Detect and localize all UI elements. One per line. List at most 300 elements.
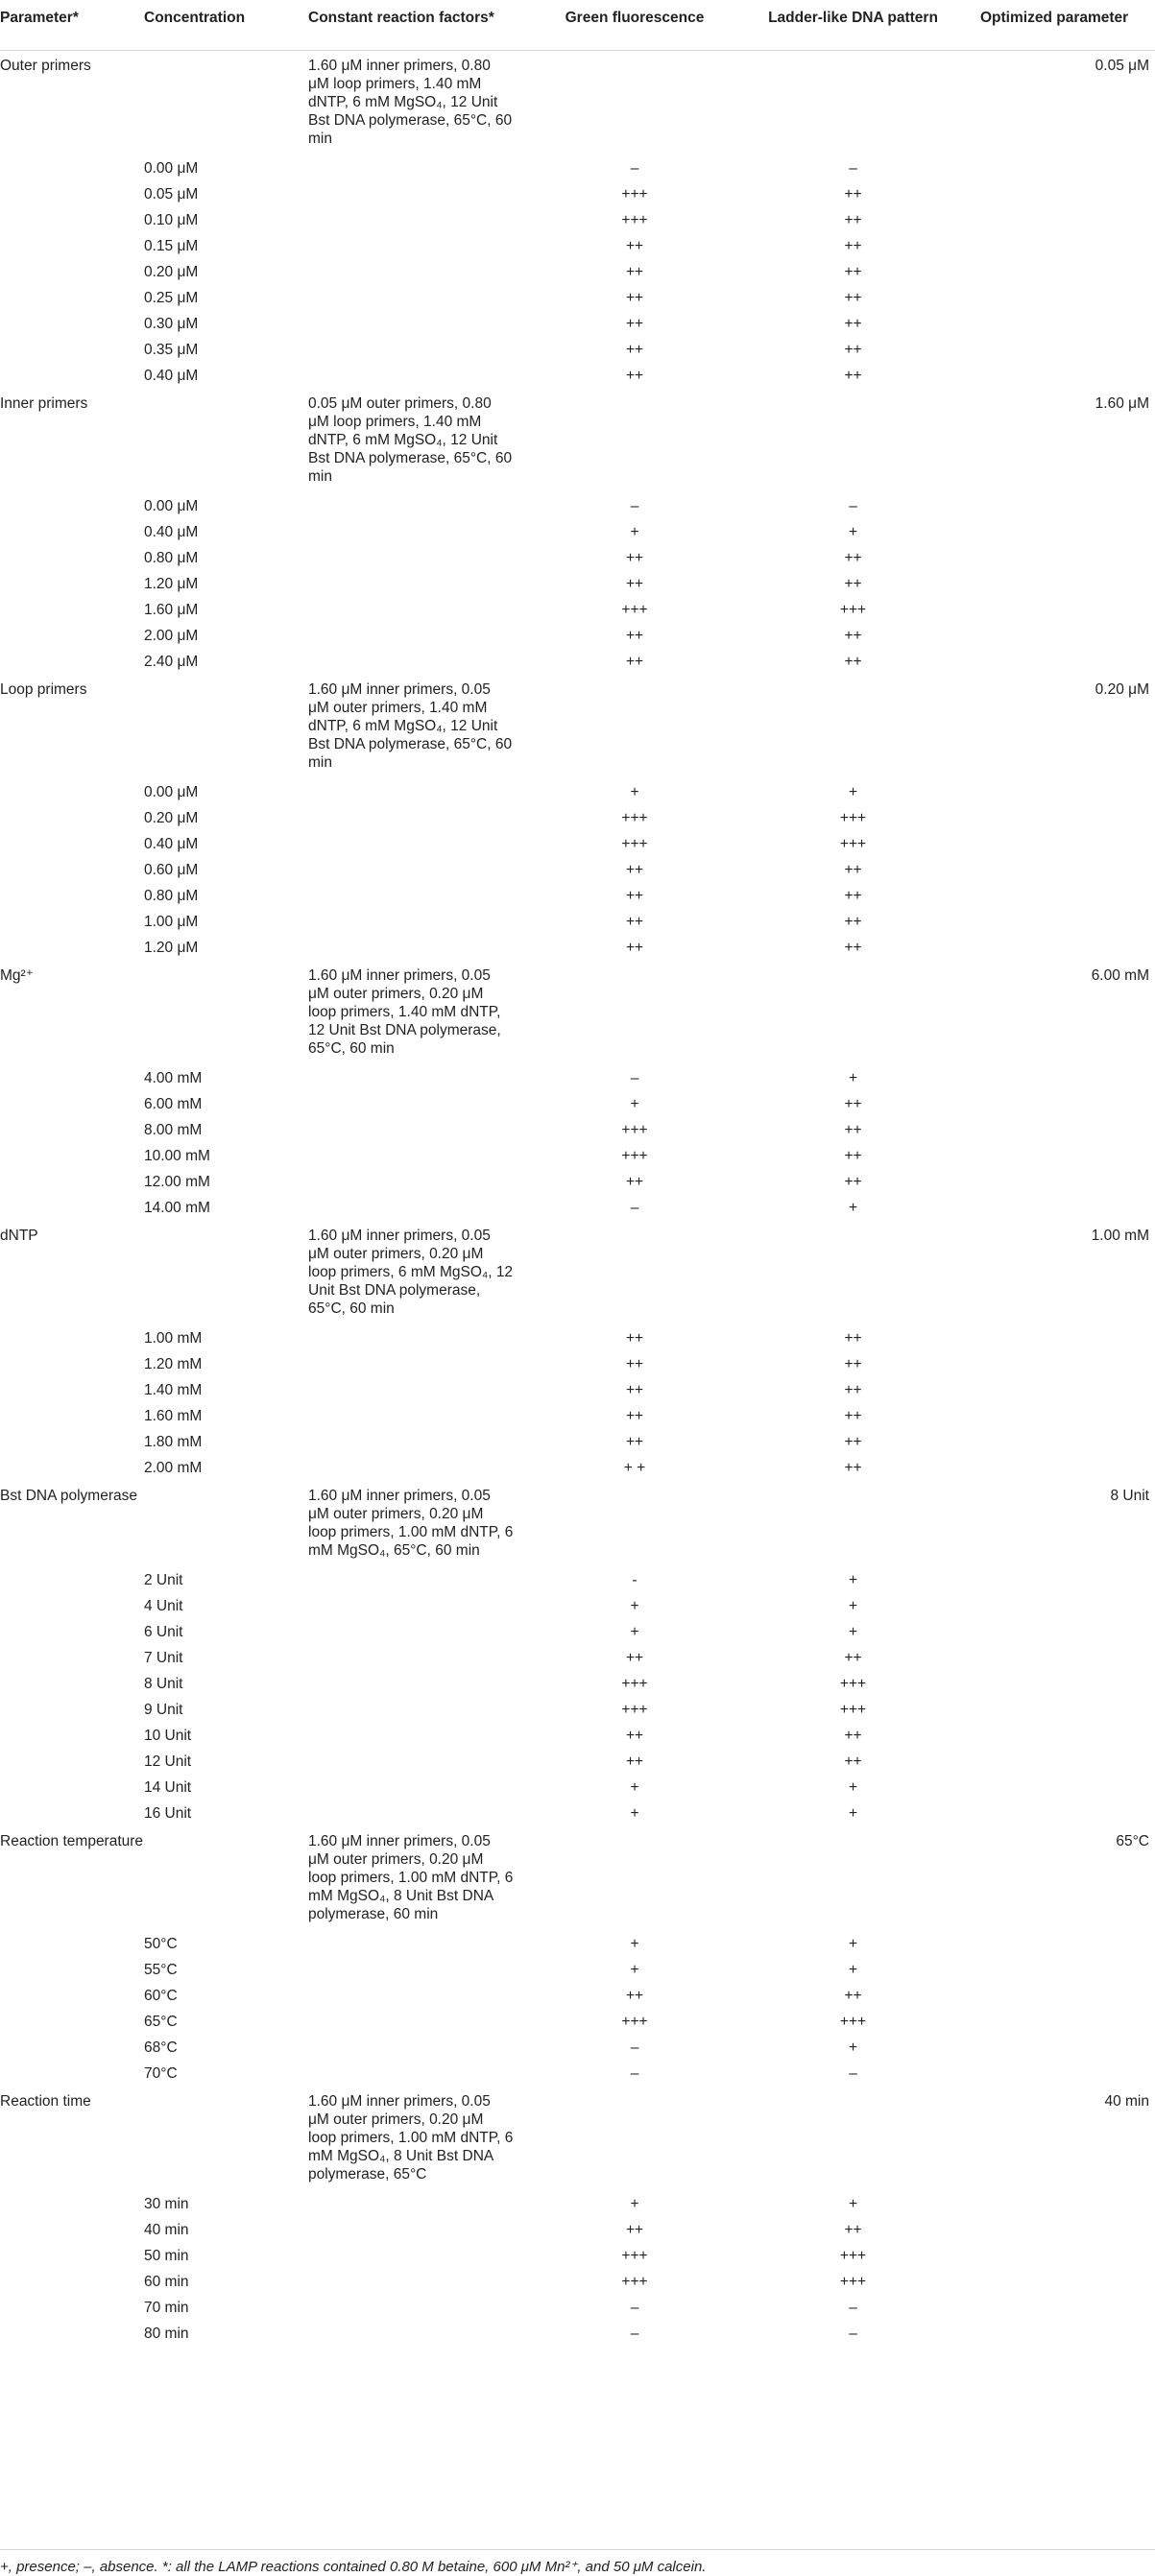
row-parameter-empty (0, 1117, 144, 1143)
row-optimized-empty (980, 935, 1155, 961)
row-ladder-pattern: – (849, 2299, 857, 2316)
group-row (0, 1826, 1155, 1931)
row-optimized-empty (980, 1957, 1155, 1983)
row-parameter-empty (0, 1931, 144, 1957)
row-optimized-empty (980, 1377, 1155, 1403)
table-row (0, 1065, 1155, 1091)
row-constant-empty (308, 1065, 543, 1091)
group-ladder-empty (726, 961, 980, 1065)
row-green-fluorescence: +++ (621, 1147, 648, 1164)
table-row (0, 1455, 1155, 1481)
row-green-fluorescence: +++ (621, 1701, 648, 1718)
row-ladder-pattern: + (848, 1199, 858, 1216)
row-constant-empty (308, 2269, 543, 2295)
group-row (0, 50, 1155, 155)
row-constant-empty (308, 233, 543, 259)
row-ladder-pattern: ++ (844, 1329, 862, 1347)
row-ladder-pattern: +++ (839, 2013, 867, 2030)
group-green-empty (543, 2087, 726, 2191)
row-constant-empty (308, 493, 543, 519)
row-optimized-empty (980, 2269, 1155, 2295)
group-constant-factors: 1.60 μM inner primers, 0.80 μM loop primers, 1.40 mM dNTP, 6 mM MgSO₄, 12 Unit Bst DNA polymerase, 65°C, 60 min (308, 57, 513, 147)
row-parameter-empty (0, 493, 144, 519)
group-concentration-empty (144, 1826, 308, 1931)
row-ladder-pattern: ++ (844, 1727, 862, 1744)
row-constant-empty (308, 519, 543, 545)
row-constant-empty (308, 2009, 543, 2035)
row-parameter-empty (0, 1593, 144, 1619)
row-ladder-pattern: ++ (844, 1987, 862, 2004)
row-optimized-empty (980, 1065, 1155, 1091)
group-parameter: dNTP (0, 1227, 38, 1244)
row-concentration: 0.25 μM (144, 289, 199, 306)
row-parameter-empty (0, 831, 144, 857)
row-parameter-empty (0, 1619, 144, 1645)
row-green-fluorescence: +++ (621, 2273, 648, 2290)
table-row (0, 233, 1155, 259)
group-optimized-value: 1.60 μM (1095, 394, 1149, 412)
group-ladder-empty (726, 2087, 980, 2191)
table-row (0, 1351, 1155, 1377)
row-concentration: 1.80 mM (144, 1433, 203, 1450)
row-optimized-empty (980, 2217, 1155, 2243)
row-constant-empty (308, 779, 543, 805)
row-constant-empty (308, 259, 543, 285)
row-ladder-pattern: ++ (844, 1407, 862, 1424)
row-optimized-empty (980, 1697, 1155, 1723)
row-concentration: 60°C (144, 1987, 178, 2004)
row-ladder-pattern: ++ (844, 2221, 862, 2238)
row-parameter-empty (0, 1377, 144, 1403)
row-parameter-empty (0, 571, 144, 597)
group-ladder-empty (726, 1221, 980, 1325)
row-constant-empty (308, 1619, 543, 1645)
row-concentration: 50°C (144, 1935, 178, 1952)
row-green-fluorescence: ++ (625, 1433, 644, 1450)
row-green-fluorescence: + (630, 1804, 639, 1822)
row-optimized-empty (980, 181, 1155, 207)
row-parameter-empty (0, 155, 144, 181)
row-optimized-empty (980, 1593, 1155, 1619)
row-green-fluorescence: ++ (625, 861, 644, 878)
row-ladder-pattern: – (849, 159, 857, 177)
row-ladder-pattern: ++ (844, 627, 862, 644)
row-concentration: 80 min (144, 2325, 189, 2342)
row-ladder-pattern: +++ (839, 1701, 867, 1718)
row-optimized-empty (980, 1749, 1155, 1775)
row-parameter-empty (0, 1775, 144, 1801)
row-optimized-empty (980, 2009, 1155, 2035)
row-green-fluorescence: ++ (625, 575, 644, 592)
row-green-fluorescence: ++ (625, 315, 644, 332)
row-concentration: 1.60 mM (144, 1407, 203, 1424)
table-row (0, 2295, 1155, 2321)
table-row (0, 623, 1155, 649)
row-green-fluorescence: +++ (621, 185, 648, 203)
row-concentration: 10.00 mM (144, 1147, 210, 1164)
row-concentration: 50 min (144, 2247, 189, 2264)
row-green-fluorescence: – (630, 497, 639, 514)
row-green-fluorescence: ++ (625, 367, 644, 384)
row-green-fluorescence: ++ (625, 1649, 644, 1666)
row-concentration: 12 Unit (144, 1753, 192, 1770)
row-parameter-empty (0, 1801, 144, 1826)
table-row (0, 1169, 1155, 1195)
row-concentration: 2.00 μM (144, 627, 199, 644)
row-green-fluorescence: + (630, 1623, 639, 1640)
group-green-empty (543, 389, 726, 493)
table-row (0, 2009, 1155, 2035)
row-concentration: 0.40 μM (144, 367, 199, 384)
row-green-fluorescence: ++ (625, 237, 644, 254)
table-row (0, 2321, 1155, 2347)
row-optimized-empty (980, 1325, 1155, 1351)
group-ladder-empty (726, 1826, 980, 1931)
table-row (0, 1377, 1155, 1403)
row-green-fluorescence: – (630, 159, 639, 177)
row-green-fluorescence: ++ (625, 939, 644, 956)
group-row (0, 1221, 1155, 1325)
table-row (0, 2269, 1155, 2295)
row-ladder-pattern: +++ (839, 601, 867, 618)
row-concentration: 8.00 mM (144, 1121, 203, 1138)
row-concentration: 1.20 μM (144, 575, 199, 592)
row-concentration: 0.15 μM (144, 237, 199, 254)
header-green: Green fluorescence (543, 0, 726, 50)
row-green-fluorescence: + + (623, 1459, 646, 1476)
row-ladder-pattern: ++ (844, 549, 862, 566)
table-row (0, 1957, 1155, 1983)
header-optimized: Optimized parameter (980, 0, 1155, 50)
group-optimized-value: 65°C (1116, 1832, 1149, 1849)
row-ladder-pattern: +++ (839, 835, 867, 852)
row-parameter-empty (0, 2269, 144, 2295)
row-parameter-empty (0, 2009, 144, 2035)
row-constant-empty (308, 1377, 543, 1403)
row-concentration: 0.05 μM (144, 185, 199, 203)
row-ladder-pattern: ++ (844, 211, 862, 228)
row-ladder-pattern: ++ (844, 913, 862, 930)
row-constant-empty (308, 1091, 543, 1117)
table-row (0, 909, 1155, 935)
row-ladder-pattern: ++ (844, 1173, 862, 1190)
row-optimized-empty (980, 2035, 1155, 2061)
row-green-fluorescence: +++ (621, 835, 648, 852)
row-green-fluorescence: ++ (625, 1329, 644, 1347)
group-green-empty (543, 50, 726, 155)
row-concentration: 60 min (144, 2273, 189, 2290)
group-optimized-value: 40 min (1104, 2092, 1149, 2110)
row-parameter-empty (0, 805, 144, 831)
row-parameter-empty (0, 1351, 144, 1377)
row-constant-empty (308, 1143, 543, 1169)
row-constant-empty (308, 805, 543, 831)
row-ladder-pattern: ++ (844, 861, 862, 878)
table-row (0, 571, 1155, 597)
row-ladder-pattern: + (848, 1935, 858, 1952)
row-constant-empty (308, 597, 543, 623)
row-ladder-pattern: + (848, 1778, 858, 1796)
row-green-fluorescence: ++ (625, 1407, 644, 1424)
row-ladder-pattern: +++ (839, 1675, 867, 1692)
row-parameter-empty (0, 1429, 144, 1455)
row-parameter-empty (0, 1697, 144, 1723)
row-constant-empty (308, 1351, 543, 1377)
row-constant-empty (308, 311, 543, 337)
row-parameter-empty (0, 649, 144, 675)
row-concentration: 1.20 mM (144, 1355, 203, 1372)
row-optimized-empty (980, 1723, 1155, 1749)
table-row (0, 1619, 1155, 1645)
table-row (0, 779, 1155, 805)
row-ladder-pattern: +++ (839, 2273, 867, 2290)
row-ladder-pattern: ++ (844, 1121, 862, 1138)
table-row (0, 519, 1155, 545)
group-ladder-empty (726, 50, 980, 155)
row-concentration: 2 Unit (144, 1571, 183, 1588)
row-parameter-empty (0, 181, 144, 207)
group-optimized-value: 0.20 μM (1095, 680, 1149, 698)
group-constant-factors: 1.60 μM inner primers, 0.05 μM outer primers, 0.20 μM loop primers, 1.40 mM dNTP, 12 Unit Bst DNA polymerase, 65°C, 60 min (308, 966, 501, 1057)
row-constant-empty (308, 1645, 543, 1671)
row-green-fluorescence: ++ (625, 289, 644, 306)
table-row (0, 597, 1155, 623)
row-constant-empty (308, 1697, 543, 1723)
group-row (0, 675, 1155, 779)
row-parameter-empty (0, 2217, 144, 2243)
row-concentration: 0.10 μM (144, 211, 199, 228)
header-parameter: Parameter* (0, 0, 144, 50)
table-row (0, 2217, 1155, 2243)
group-green-empty (543, 1826, 726, 1931)
row-constant-empty (308, 1567, 543, 1593)
table-row (0, 1645, 1155, 1671)
row-concentration: 4 Unit (144, 1597, 183, 1614)
group-ladder-empty (726, 1481, 980, 1567)
group-constant-factors: 1.60 μM inner primers, 0.05 μM outer primers, 0.20 μM loop primers, 1.00 mM dNTP, 6 mM MgSO₄, 8 Unit Bst DNA polymerase, 60 min (308, 1832, 514, 1922)
table-row (0, 1775, 1155, 1801)
group-concentration-empty (144, 1221, 308, 1325)
row-green-fluorescence: ++ (625, 913, 644, 930)
row-green-fluorescence: + (630, 1095, 639, 1112)
row-parameter-empty (0, 311, 144, 337)
row-constant-empty (308, 1429, 543, 1455)
table-row (0, 363, 1155, 389)
group-parameter: Outer primers (0, 57, 91, 74)
row-parameter-empty (0, 1455, 144, 1481)
row-optimized-empty (980, 623, 1155, 649)
row-constant-empty (308, 2061, 543, 2087)
row-optimized-empty (980, 1429, 1155, 1455)
row-optimized-empty (980, 337, 1155, 363)
table-row (0, 1983, 1155, 2009)
row-parameter-empty (0, 337, 144, 363)
row-green-fluorescence: ++ (625, 887, 644, 904)
row-concentration: 4.00 mM (144, 1069, 203, 1086)
row-constant-empty (308, 571, 543, 597)
row-concentration: 0.20 μM (144, 809, 199, 826)
row-concentration: 0.35 μM (144, 341, 199, 358)
row-green-fluorescence: +++ (621, 1121, 648, 1138)
row-green-fluorescence: + (630, 1597, 639, 1614)
row-concentration: 68°C (144, 2039, 178, 2056)
table-row (0, 883, 1155, 909)
row-concentration: 0.00 μM (144, 783, 199, 800)
table-row (0, 1567, 1155, 1593)
row-concentration: 7 Unit (144, 1649, 183, 1666)
row-optimized-empty (980, 805, 1155, 831)
row-green-fluorescence: + (630, 1935, 639, 1952)
row-concentration: 8 Unit (144, 1675, 183, 1692)
row-parameter-empty (0, 2295, 144, 2321)
row-ladder-pattern: ++ (844, 939, 862, 956)
row-optimized-empty (980, 857, 1155, 883)
row-green-fluorescence: +++ (621, 2013, 648, 2030)
row-ladder-pattern: – (849, 497, 857, 514)
row-constant-empty (308, 1931, 543, 1957)
row-parameter-empty (0, 519, 144, 545)
row-parameter-empty (0, 883, 144, 909)
row-green-fluorescence: +++ (621, 809, 648, 826)
table-row (0, 1117, 1155, 1143)
row-green-fluorescence: – (630, 2064, 639, 2082)
row-ladder-pattern: + (848, 1597, 858, 1614)
row-ladder-pattern: + (848, 1069, 858, 1086)
row-parameter-empty (0, 1723, 144, 1749)
group-optimized-value: 6.00 mM (1091, 966, 1149, 984)
table-row (0, 493, 1155, 519)
row-ladder-pattern: +++ (839, 2247, 867, 2264)
table-row (0, 1403, 1155, 1429)
row-green-fluorescence: – (630, 2039, 639, 2056)
group-constant-factors: 1.60 μM inner primers, 0.05 μM outer primers, 0.20 μM loop primers, 1.00 mM dNTP, 6 mM MgSO₄, 8 Unit Bst DNA polymerase, 65°C (308, 2092, 514, 2182)
row-optimized-empty (980, 2321, 1155, 2347)
row-optimized-empty (980, 597, 1155, 623)
row-parameter-empty (0, 285, 144, 311)
row-green-fluorescence: – (630, 2299, 639, 2316)
table-row (0, 2243, 1155, 2269)
row-concentration: 0.80 μM (144, 549, 199, 566)
row-ladder-pattern: ++ (844, 1649, 862, 1666)
row-constant-empty (308, 909, 543, 935)
row-parameter-empty (0, 1403, 144, 1429)
row-constant-empty (308, 2321, 543, 2347)
group-parameter: Inner primers (0, 394, 88, 412)
table-row (0, 285, 1155, 311)
row-concentration: 6 Unit (144, 1623, 183, 1640)
row-constant-empty (308, 2243, 543, 2269)
table-row (0, 2061, 1155, 2087)
row-constant-empty (308, 1801, 543, 1826)
row-optimized-empty (980, 1671, 1155, 1697)
row-optimized-empty (980, 519, 1155, 545)
table-row (0, 857, 1155, 883)
row-optimized-empty (980, 1455, 1155, 1481)
group-parameter: Loop primers (0, 680, 87, 698)
row-green-fluorescence: ++ (625, 1727, 644, 1744)
row-concentration: 0.80 μM (144, 887, 199, 904)
group-green-empty (543, 675, 726, 779)
table-row (0, 805, 1155, 831)
row-ladder-pattern: ++ (844, 887, 862, 904)
row-optimized-empty (980, 1801, 1155, 1826)
row-ladder-pattern: + (848, 1804, 858, 1822)
row-optimized-empty (980, 571, 1155, 597)
row-ladder-pattern: ++ (844, 237, 862, 254)
row-green-fluorescence: +++ (621, 1675, 648, 1692)
row-constant-empty (308, 2191, 543, 2217)
row-concentration: 6.00 mM (144, 1095, 203, 1112)
group-concentration-empty (144, 389, 308, 493)
group-constant-factors: 1.60 μM inner primers, 0.05 μM outer primers, 0.20 μM loop primers, 1.00 mM dNTP, 6 mM MgSO₄, 65°C, 60 min (308, 1487, 514, 1559)
row-ladder-pattern: ++ (844, 289, 862, 306)
row-constant-empty (308, 1983, 543, 2009)
table-row (0, 337, 1155, 363)
table-body (0, 50, 1155, 2347)
row-optimized-empty (980, 883, 1155, 909)
row-green-fluorescence: – (630, 2325, 639, 2342)
row-concentration: 1.00 μM (144, 913, 199, 930)
row-parameter-empty (0, 259, 144, 285)
row-ladder-pattern: ++ (844, 263, 862, 280)
row-concentration: 70 min (144, 2299, 189, 2316)
table-row (0, 1697, 1155, 1723)
row-parameter-empty (0, 1957, 144, 1983)
row-constant-empty (308, 623, 543, 649)
group-green-empty (543, 1221, 726, 1325)
row-concentration: 2.00 mM (144, 1459, 203, 1476)
row-optimized-empty (980, 649, 1155, 675)
table-row (0, 1143, 1155, 1169)
row-concentration: 30 min (144, 2195, 189, 2212)
row-parameter-empty (0, 2061, 144, 2087)
group-constant-factors: 1.60 μM inner primers, 0.05 μM outer primers, 0.20 μM loop primers, 6 mM MgSO₄, 12 Unit Bst DNA polymerase, 65°C, 60 min (308, 1227, 514, 1317)
row-green-fluorescence: – (630, 1199, 639, 1216)
row-ladder-pattern: ++ (844, 1433, 862, 1450)
row-constant-empty (308, 2035, 543, 2061)
row-concentration: 1.40 mM (144, 1381, 203, 1398)
row-parameter-empty (0, 1567, 144, 1593)
row-constant-empty (308, 1775, 543, 1801)
row-concentration: 9 Unit (144, 1701, 183, 1718)
group-concentration-empty (144, 961, 308, 1065)
row-optimized-empty (980, 779, 1155, 805)
table-row (0, 1801, 1155, 1826)
row-optimized-empty (980, 1351, 1155, 1377)
row-concentration: 55°C (144, 1961, 178, 1978)
table-row (0, 207, 1155, 233)
row-ladder-pattern: +++ (839, 809, 867, 826)
row-concentration: 0.20 μM (144, 263, 199, 280)
row-ladder-pattern: ++ (844, 341, 862, 358)
row-optimized-empty (980, 493, 1155, 519)
table-row (0, 155, 1155, 181)
row-parameter-empty (0, 545, 144, 571)
row-optimized-empty (980, 233, 1155, 259)
row-concentration: 40 min (144, 2221, 189, 2238)
row-green-fluorescence: +++ (621, 2247, 648, 2264)
row-constant-empty (308, 2295, 543, 2321)
row-parameter-empty (0, 233, 144, 259)
row-optimized-empty (980, 2191, 1155, 2217)
row-concentration: 1.20 μM (144, 939, 199, 956)
group-optimized-value: 8 Unit (1110, 1487, 1149, 1504)
row-green-fluorescence: ++ (625, 1987, 644, 2004)
row-parameter-empty (0, 1195, 144, 1221)
group-row (0, 1481, 1155, 1567)
group-optimized-value: 1.00 mM (1091, 1227, 1149, 1244)
row-ladder-pattern: + (848, 1623, 858, 1640)
